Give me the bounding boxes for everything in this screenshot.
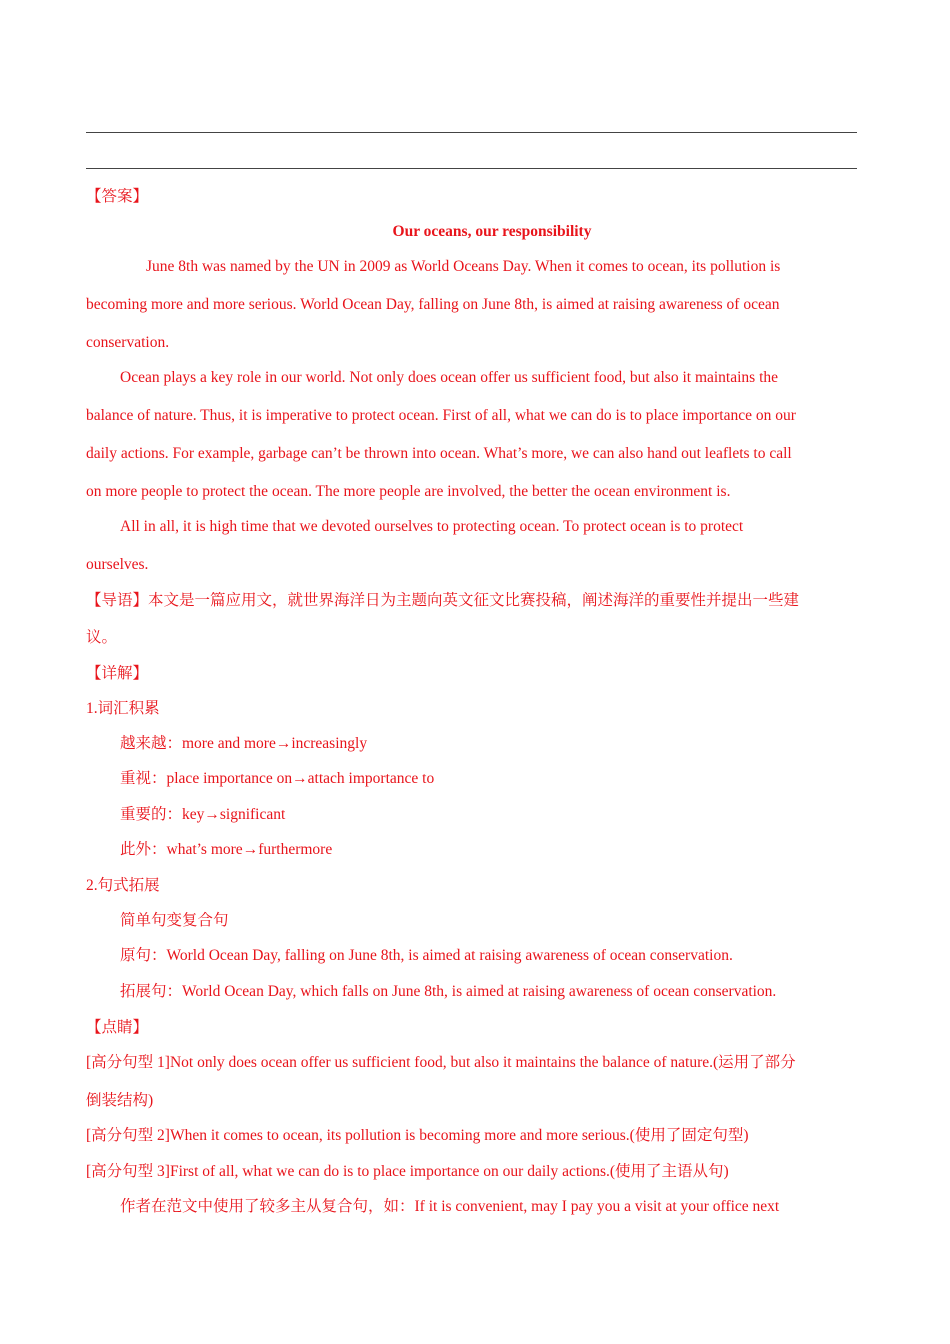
essay-line: becoming more and more serious. World Ocean Day, falling on June 8th, is aimed at raising awareness of ocean: [86, 296, 780, 313]
vocab-item: 此外：what’s more→furthermore: [120, 841, 333, 858]
essay-line: Ocean plays a key role in our world. Not only does ocean offer us sufficient food, but also it maintains the: [120, 369, 779, 386]
highlight-item: 倒装结构): [86, 1092, 154, 1109]
vocab-heading: 1.词汇积累: [86, 700, 160, 717]
essay-line: ourselves.: [86, 556, 149, 573]
highlight-item: [高分句型 3]First of all, what we can do is to place importance on our daily actions.(使用了主语从句): [86, 1163, 729, 1180]
essay-line: June 8th was named by the UN in 2009 as World Oceans Day. When it comes to ocean, its pollution is: [146, 258, 781, 275]
highlight-item: [高分句型 2]When it comes to ocean, its pollution is becoming more and more serious.(使用了固定句型): [86, 1127, 749, 1144]
guide-text: 议。: [86, 629, 118, 646]
essay-line: on more people to protect the ocean. The more people are involved, the better the ocean environment is.: [86, 483, 731, 500]
highlight-item: [高分句型 1]Not only does ocean offer us sufficient food, but also it maintains the balance of nature.(运用了部分: [86, 1054, 796, 1071]
essay-line: daily actions. For example, garbage can’t be thrown into ocean. What’s more, we can also hand out leaflets to call: [86, 445, 792, 462]
highlight-heading: 【点睛】: [86, 1019, 149, 1036]
detail-heading: 【详解】: [86, 665, 149, 682]
essay-line: conservation.: [86, 334, 170, 351]
syntax-original: 原句：World Ocean Day, falling on June 8th, is aimed at raising awareness of ocean conservation.: [120, 947, 733, 964]
vocab-item: 越来越：more and more→increasingly: [120, 735, 368, 752]
essay-line: All in all, it is high time that we devoted ourselves to protecting ocean. To protect ocean is to protect: [120, 518, 744, 535]
syntax-expanded: 拓展句：World Ocean Day, which falls on June 8th, is aimed at raising awareness of ocean conservation.: [120, 983, 777, 1000]
syntax-label: 简单句变复合句: [120, 912, 229, 929]
syntax-heading: 2.句式拓展: [86, 877, 160, 894]
writing-line-2: [86, 168, 857, 169]
vocab-item: 重视：place importance on→attach importance to: [120, 770, 435, 787]
answer-heading: 【答案】: [86, 188, 149, 205]
essay-line: balance of nature. Thus, it is imperative to protect ocean. First of all, what we can do is to place importance on our: [86, 407, 796, 424]
closing-text: 作者在范文中使用了较多主从复合句，如：If it is convenient, may I pay you a visit at your office next: [120, 1198, 780, 1215]
vocab-item: 重要的：key→significant: [120, 806, 286, 823]
essay-title: Our oceans, our responsibility: [392, 223, 592, 240]
writing-line-1: [86, 132, 857, 133]
guide-text: 【导语】本文是一篇应用文，就世界海洋日为主题向英文征文比赛投稿，阐述海洋的重要性并提出一些建: [86, 592, 800, 609]
